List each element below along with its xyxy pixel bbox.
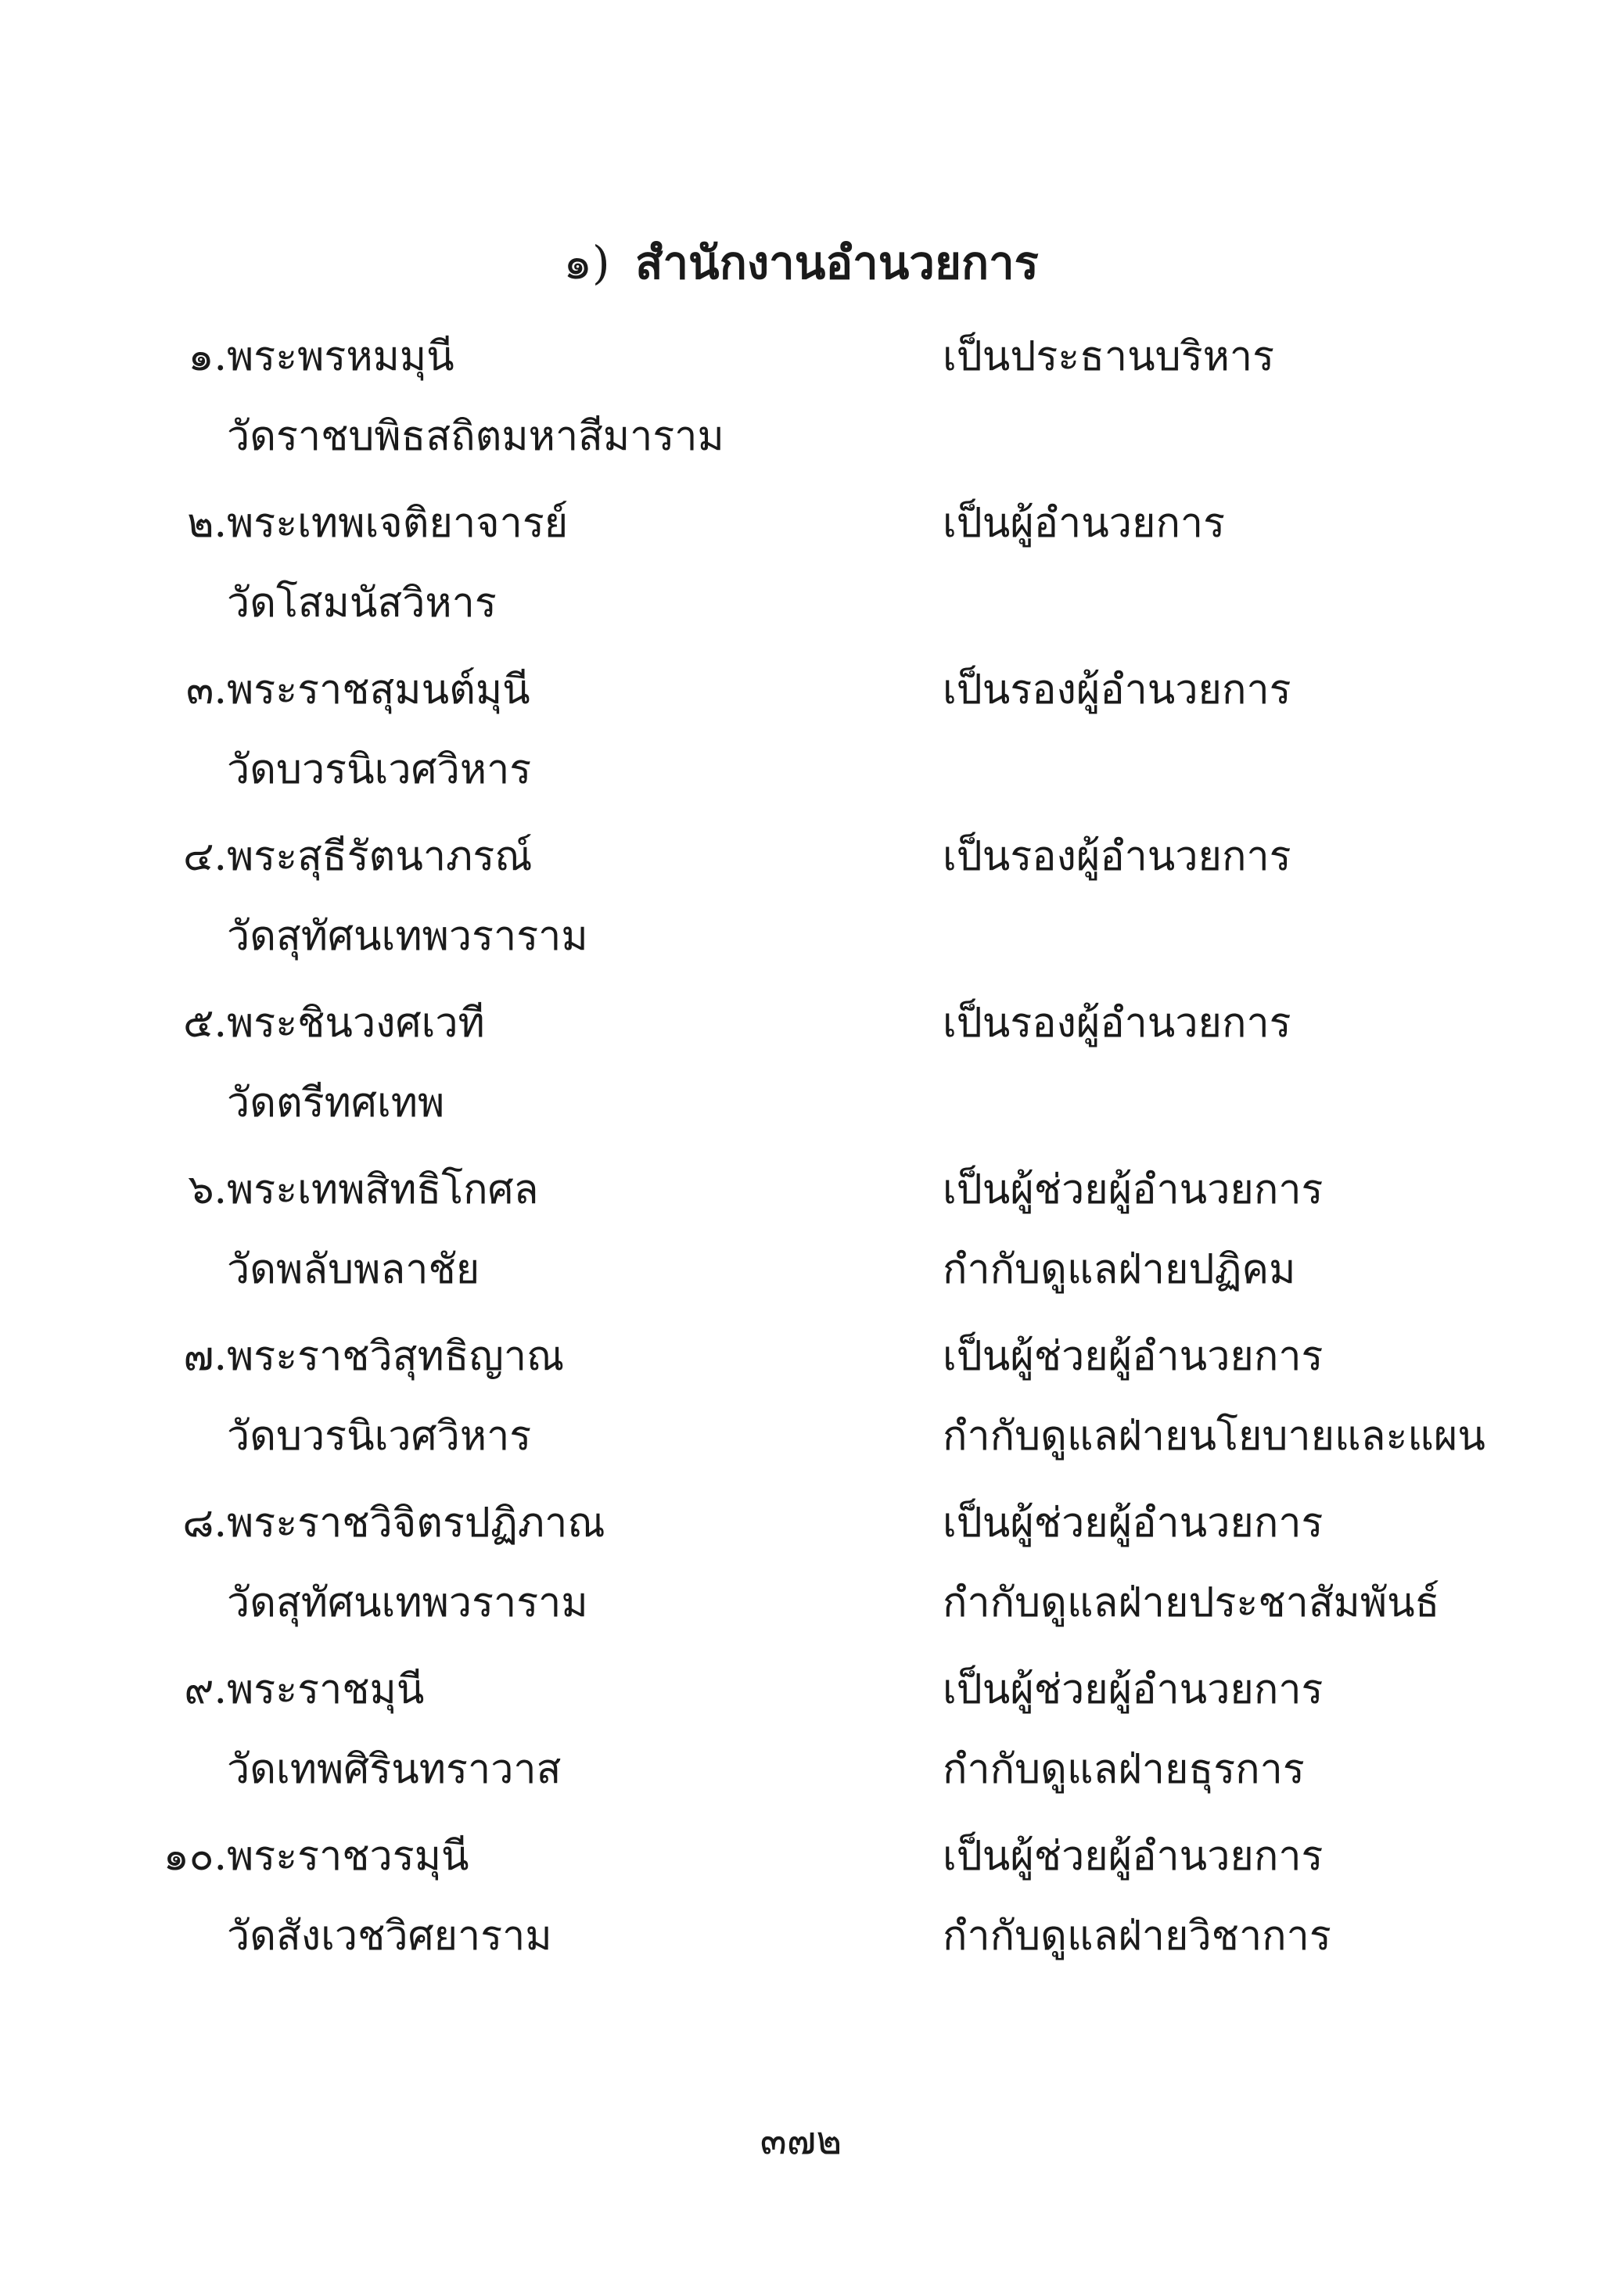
list-item (0, 1162, 1602, 1326)
temple-name: วัดสุทัศนเทพวราราม (227, 1579, 588, 1626)
role-text: เป็นผู้ช่วยผู้อำนวยการ (943, 1666, 1324, 1713)
monk-name: พระราชมุนี (227, 1666, 425, 1713)
role-text: เป็นรองผู้อำนวยการ (943, 667, 1291, 713)
duty-text: กำกับดูแลฝ่ายนโยบายและแผน (943, 1413, 1485, 1460)
temple-name: วัดราชบพิธสถิตมหาสีมาราม (227, 413, 724, 460)
role-text: เป็นผู้ช่วยผู้อำนวยการ (943, 1333, 1324, 1380)
temple-name: วัดพลับพลาชัย (227, 1246, 480, 1293)
role-text: เป็นผู้อำนวยการ (943, 500, 1226, 547)
section-number: ๑) (563, 236, 610, 289)
list-item (0, 1328, 1602, 1493)
monk-name: พระเทพสิทธิโกศล (227, 1166, 539, 1213)
temple-name: วัดบวรนิเวศวิหาร (227, 1413, 532, 1460)
item-number: ๘. (182, 1500, 227, 1547)
duty-text: กำกับดูแลฝ่ายประชาสัมพันธ์ (943, 1579, 1440, 1626)
list-item (0, 1828, 1602, 1992)
item-number: ๑๐. (163, 1833, 227, 1880)
temple-name: วัดสังเวชวิศยาราม (227, 1913, 552, 1960)
monk-name: พระราชวรมุนี (227, 1833, 469, 1880)
list-item (0, 329, 1602, 493)
item-number: ๑. (188, 333, 227, 380)
duty-text: กำกับดูแลฝ่ายธุรการ (943, 1746, 1305, 1793)
role-text: เป็นรองผู้อำนวยการ (943, 1000, 1291, 1047)
list-item (0, 1495, 1602, 1659)
role-text: เป็นผู้ช่วยผู้อำนวยการ (943, 1166, 1324, 1213)
item-number: ๔. (183, 833, 227, 880)
section-title: สำนักงานอำนวยการ (635, 236, 1039, 289)
monk-name: พระราชสุมนต์มุนี (227, 667, 530, 713)
temple-name: วัดโสมนัสวิหาร (227, 580, 497, 627)
item-number: ๗. (183, 1333, 227, 1380)
role-text: เป็นผู้ช่วยผู้อำนวยการ (943, 1500, 1324, 1547)
item-number: ๙. (184, 1666, 227, 1713)
temple-name: วัดสุทัศนเทพวราราม (227, 913, 588, 960)
monk-name: พระราชวิสุทธิญาณ (227, 1333, 565, 1380)
temple-name: วัดบวรนิเวศวิหาร (227, 746, 532, 793)
section-heading (0, 232, 1602, 294)
role-text: เป็นผู้ช่วยผู้อำนวยการ (943, 1833, 1324, 1880)
list-item (0, 1662, 1602, 1826)
monk-name: พระเทพเจติยาจารย์ (227, 500, 569, 547)
temple-name: วัดเทพศิรินทราวาส (227, 1746, 562, 1793)
duty-text: กำกับดูแลฝ่ายปฏิคม (943, 1246, 1296, 1293)
page-number: ๓๗๒ (760, 2118, 842, 2163)
item-number: ๒. (187, 500, 227, 547)
role-text: เป็นรองผู้อำนวยการ (943, 833, 1291, 880)
item-number: ๕. (183, 1000, 227, 1047)
list-item (0, 828, 1602, 993)
monk-name: พระราชวิจิตรปฏิภาณ (227, 1500, 605, 1547)
list-item (0, 495, 1602, 659)
list-item (0, 995, 1602, 1159)
item-number: ๓. (185, 667, 227, 713)
monk-name: พระชินวงศเวที (227, 1000, 485, 1047)
item-number: ๖. (188, 1166, 227, 1213)
role-text: เป็นประธานบริหาร (943, 333, 1275, 380)
monk-name: พระพรหมมุนี (227, 333, 454, 380)
list-item (0, 662, 1602, 826)
temple-name: วัดตรีทศเทพ (227, 1080, 445, 1126)
monk-name: พระสุธีรัตนาภรณ์ (227, 833, 533, 880)
duty-text: กำกับดูแลฝ่ายวิชาการ (943, 1913, 1331, 1960)
